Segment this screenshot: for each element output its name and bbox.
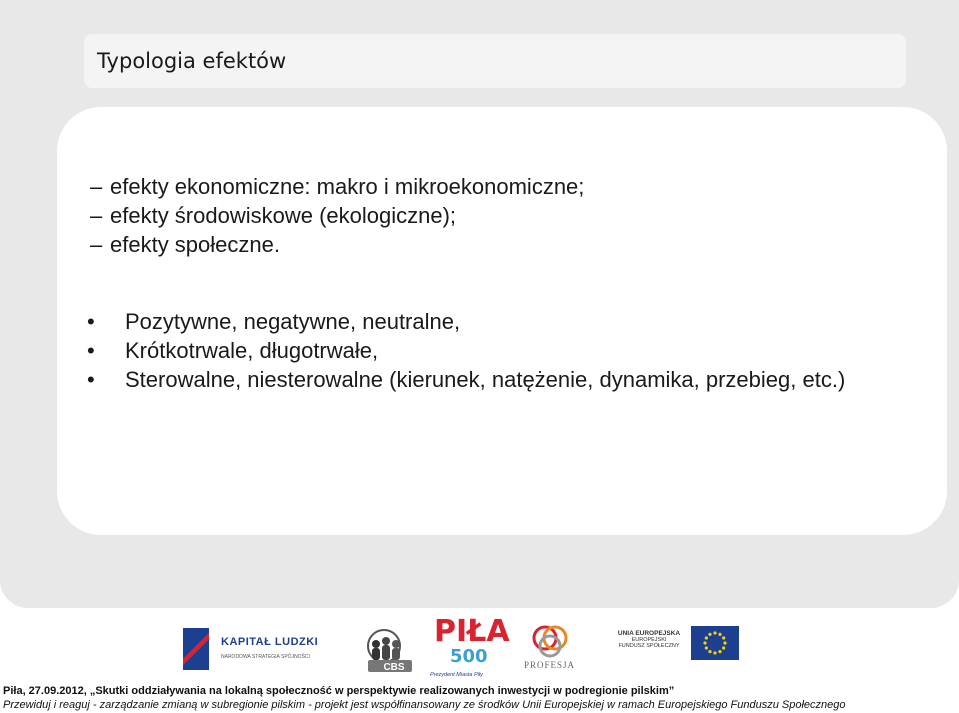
dash-marker: – <box>90 203 103 228</box>
cbs-people-icon <box>362 626 420 676</box>
bullet-marker: • <box>87 309 95 334</box>
bullet-item-text: Krótkotrwale, długotrwałe, <box>125 338 379 363</box>
eu-star-icon <box>723 641 726 644</box>
bullet-list-item <box>87 336 907 365</box>
eu-star-icon <box>708 633 711 636</box>
eu-star-icon <box>722 636 725 639</box>
eu-star-icon <box>718 633 721 636</box>
dash-marker: – <box>90 232 103 257</box>
kapital-ludzki-name: KAPITAŁ LUDZKI <box>221 636 319 648</box>
footer-project-line: Przewiduj i reaguj - zarządzanie zmianą w subregionie pilskim - projekt jest współfinansowany ze środków Unii Europejskiej w ramach Europejskiego Funduszu Społecznego <box>3 699 846 711</box>
eu-star-icon <box>722 646 725 649</box>
eu-star-icon <box>713 631 716 634</box>
dash-marker: – <box>90 174 103 199</box>
eu-star-icon <box>705 636 708 639</box>
profesja-name: PROFESJA <box>524 660 576 670</box>
dash-list-item <box>90 230 584 259</box>
bullet-list-item <box>87 307 907 336</box>
bullet-list-item <box>87 365 907 394</box>
bullet-item-text: Pozytywne, negatywne, neutralne, <box>125 309 461 334</box>
eu-star-icon <box>703 641 706 644</box>
effects-bullet-list <box>87 307 907 394</box>
eu-flag-icon <box>691 626 739 660</box>
eu-line-2: EUROPEJSKI <box>631 637 667 643</box>
profesja-rings-icon <box>524 622 578 660</box>
slide-title-box <box>84 34 906 88</box>
dash-item-text: efekty społeczne. <box>110 232 280 257</box>
pila-500-number: 500 <box>450 646 488 667</box>
eu-star-icon <box>705 646 708 649</box>
pila-word: PIŁA <box>434 614 510 649</box>
slide-content-box <box>57 107 947 535</box>
eu-line-3: FUNDUSZ SPOŁECZNY <box>618 643 680 649</box>
kapital-ludzki-logo <box>183 622 323 672</box>
eu-text-block <box>613 630 685 649</box>
effects-dash-list <box>90 172 584 259</box>
cbs-text: CBS <box>383 662 405 673</box>
footer-event-line: Piła, 27.09.2012, „Skutki oddziaływania na lokalną społeczność w perspektywie realizowanych inwestycji w podregionie pilskim” <box>3 685 675 697</box>
bullet-marker: • <box>87 338 95 363</box>
sponsor-logos-bar <box>0 612 959 684</box>
eu-line-1: UNIA EUROPEJSKA <box>617 630 681 637</box>
kapital-ludzki-subtitle: NARODOWA STRATEGIA SPÓJNOŚCI <box>221 654 310 660</box>
slide-title: Typologia efektów <box>97 49 287 73</box>
cbs-logo <box>362 626 420 676</box>
eu-social-fund-logo <box>613 626 741 674</box>
pila-subtitle: Prezydent Miasta Piły <box>430 672 483 678</box>
dash-item-text: efekty ekonomiczne: makro i mikroekonomiczne; <box>110 174 585 199</box>
eu-star-icon <box>713 651 716 654</box>
profesja-logo <box>524 622 578 674</box>
eu-star-icon <box>708 650 711 653</box>
dash-list-item <box>90 172 584 201</box>
dash-item-text: efekty środowiskowe (ekologiczne); <box>110 203 457 228</box>
bullet-item-text: Sterowalne, niesterowalne (kierunek, natężenie, dynamika, przebieg, etc.) <box>125 367 846 392</box>
dash-list-item <box>90 201 584 230</box>
eu-star-icon <box>718 650 721 653</box>
kapital-ludzki-flag-icon <box>183 628 209 670</box>
bullet-marker: • <box>87 367 95 392</box>
pila-500-logo <box>430 614 510 682</box>
